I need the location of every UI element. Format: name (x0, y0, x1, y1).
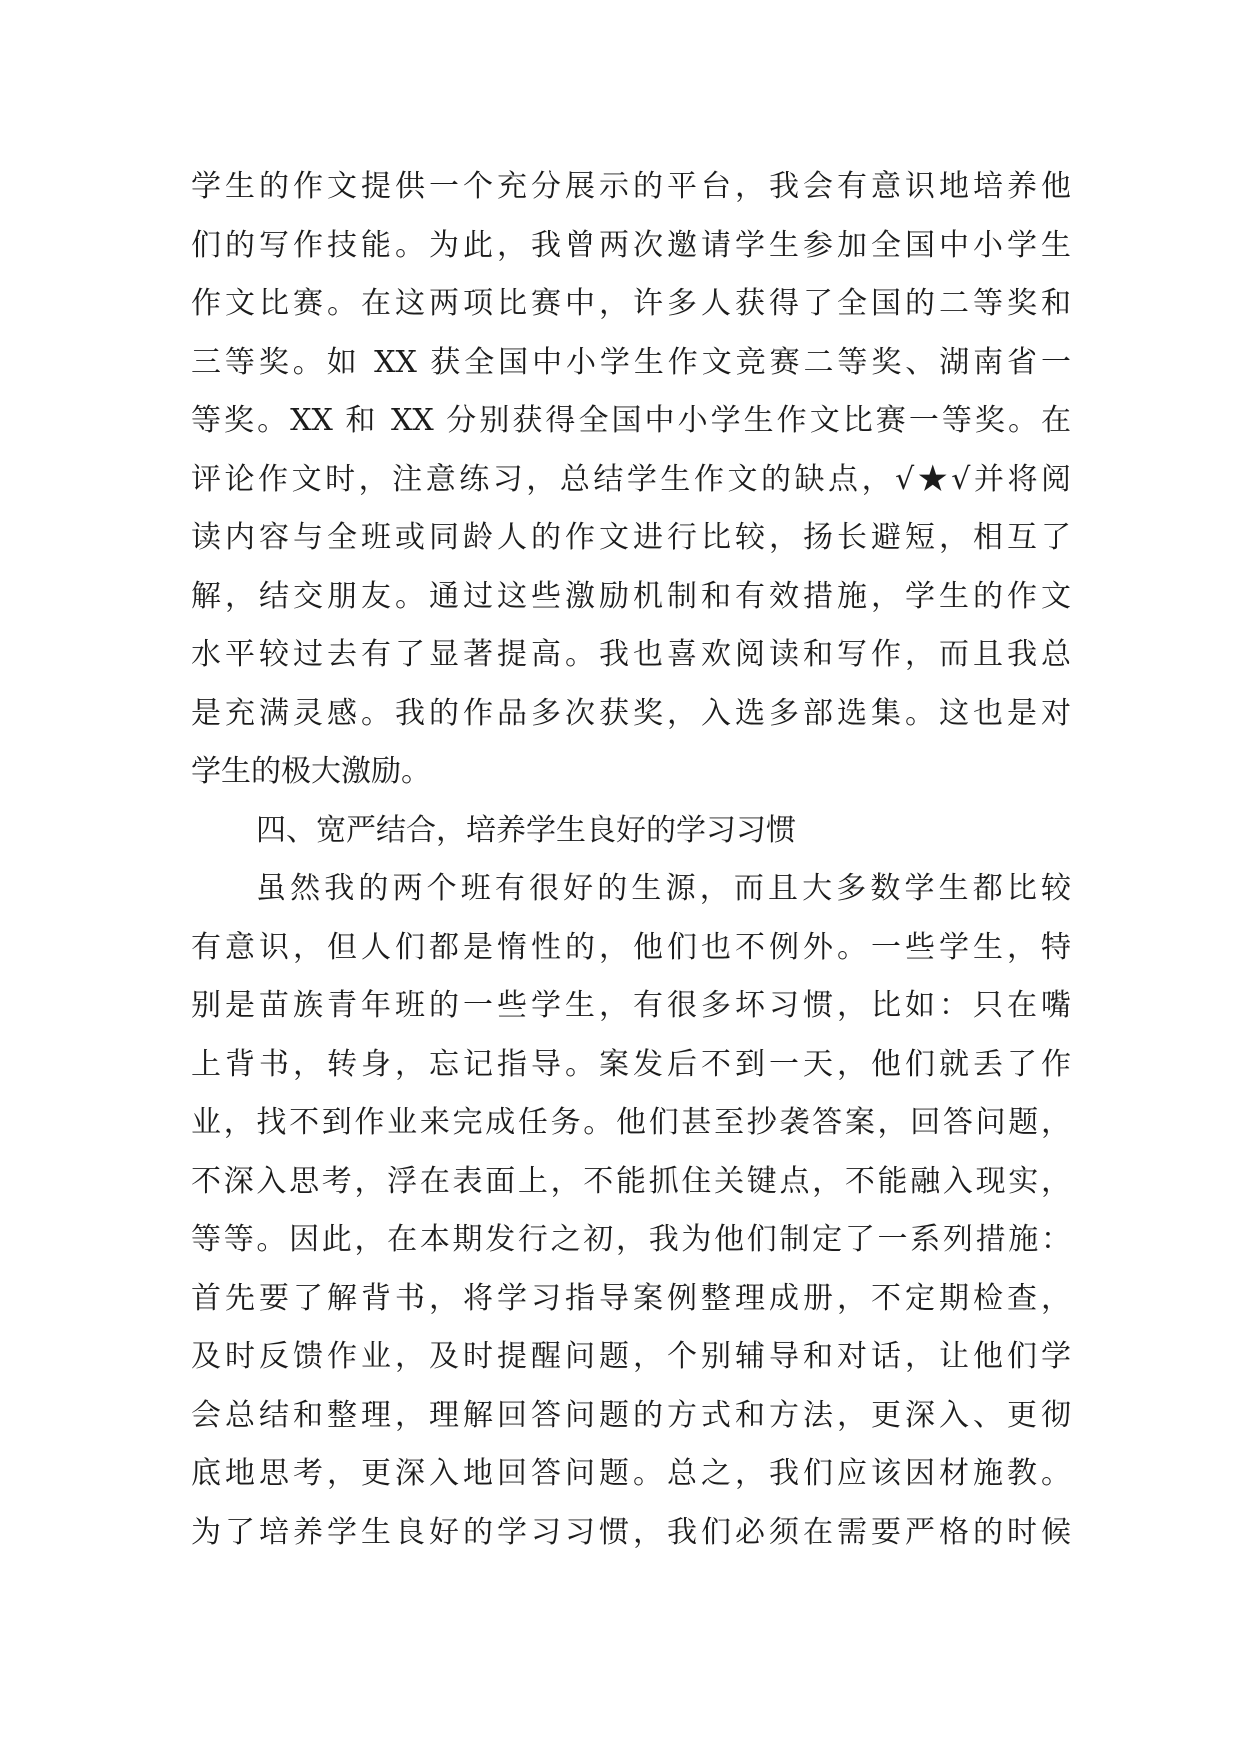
body-text (191, 158, 1071, 1562)
text-line: 别是苗族青年班的一些学生，有很多坏习惯，比如：只在嘴 (191, 988, 1071, 1023)
text-line: 们的写作技能。为此，我曾两次邀请学生参加全国中小学生 (191, 227, 1071, 263)
text-line: 水平较过去有了显著提高。我也喜欢阅读和写作，而且我总 (191, 637, 1071, 672)
text-line: 及时反馈作业，及时提醒问题，个别辅导和对话，让他们学 (191, 1339, 1071, 1374)
text-line: 上背书，转身，忘记指导。案发后不到一天，他们就丢了作 (191, 1046, 1071, 1082)
text-line: 读内容与全班或同龄人的作文进行比较，扬长避短，相互了 (191, 520, 1071, 555)
text-line: 会总结和整理，理解回答问题的方式和方法，更深入、更彻 (191, 1397, 1071, 1433)
text-line: 解，结交朋友。通过这些激励机制和有效措施，学生的作文 (191, 578, 1071, 614)
text-line: 三等奖。如 XX 获全国中小学生作文竞赛二等奖、湖南省一 (191, 344, 1071, 380)
text-line: 为了培养学生良好的学习习惯，我们必须在需要严格的时候 (191, 1514, 1071, 1550)
text-line: 评论作文时，注意练习，总结学生作文的缺点，√★√并将阅 (191, 461, 1071, 497)
text-line: 等奖。XX 和 XX 分别获得全国中小学生作文比赛一等奖。在 (191, 403, 1071, 438)
text-line: 作文比赛。在这两项比赛中，许多人获得了全国的二等奖和 (191, 286, 1071, 321)
text-line: 不深入思考，浮在表面上，不能抓住关键点，不能融入现实， (191, 1163, 1071, 1199)
text-line: 是充满灵感。我的作品多次获奖，入选多部选集。这也是对 (191, 695, 1071, 731)
text-line: 首先要了解背书，将学习指导案例整理成册，不定期检查， (191, 1280, 1071, 1316)
text-line: 有意识，但人们都是惰性的，他们也不例外。一些学生，特 (191, 929, 1071, 965)
text-line: 业，找不到作业来完成任务。他们甚至抄袭答案，回答问题， (191, 1105, 1071, 1140)
text-line: 虽然我的两个班有很好的生源，而且大多数学生都比较 (256, 871, 1071, 906)
text-line: 学生的作文提供一个充分展示的平台，我会有意识地培养他 (191, 169, 1071, 204)
text-line: 等等。因此，在本期发行之初，我为他们制定了一系列措施： (191, 1222, 1071, 1257)
text-line: 底地思考，更深入地回答问题。总之，我们应该因材施教。 (191, 1456, 1071, 1491)
section-heading: 四、宽严结合，培养学生良好的学习习惯 (256, 812, 796, 848)
text-line: 学生的极大激励。 (191, 754, 431, 789)
